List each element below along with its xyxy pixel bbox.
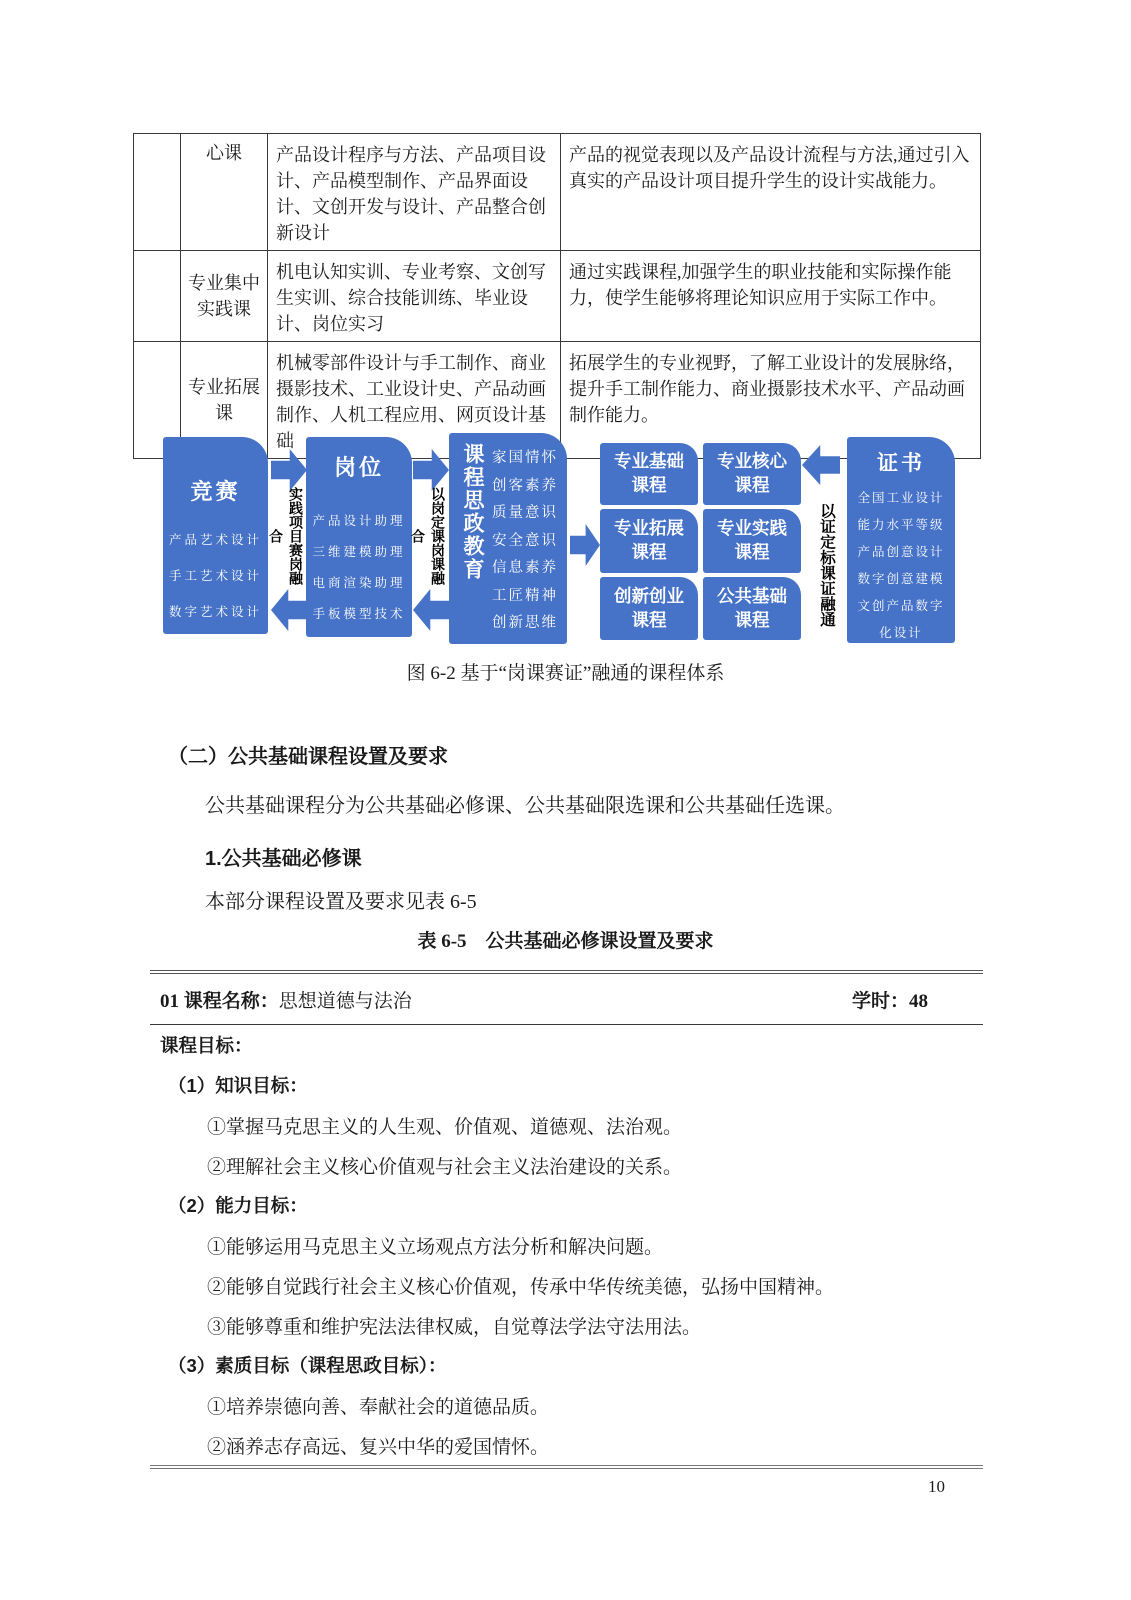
positions-title: 岗位	[333, 455, 384, 480]
objective-item: ②理解社会主义核心价值观与社会主义法治建设的关系。	[207, 1156, 683, 1178]
course-name-cell	[160, 986, 412, 1013]
subsection-heading: 1.公共基础必修课	[205, 848, 362, 870]
hours-label: 学时：	[851, 990, 909, 1012]
objectives-heading: 课程目标：	[160, 1035, 253, 1056]
courses-cell: 机械零部件设计与手工制作、商业摄影技术、工业设计史、产品动画制作、人机工程应用、网页设计基础	[268, 342, 561, 459]
category-cell: 心课	[181, 134, 268, 251]
list-item: 化设计	[879, 626, 923, 640]
competition-items	[163, 522, 268, 630]
objective-item: ②能够自觉践行社会主义核心价值观，传承中华传统美德，弘扬中国精神。	[207, 1276, 835, 1298]
table-title: 表 6-5 公共基础必修课设置及要求	[417, 931, 714, 952]
certificate-title: 证书	[877, 452, 925, 475]
certificate-block	[847, 437, 955, 643]
knowledge-heading: （1）知识目标：	[168, 1075, 308, 1096]
list-item: 文创产品数字	[857, 599, 945, 613]
hours-value: 48	[909, 990, 928, 1012]
list-item: 全国工业设计	[857, 491, 945, 505]
section-paragraph: 公共基础课程分为公共基础必修课、公共基础限选课和公共基础任选课。	[205, 795, 845, 817]
positions-items	[306, 506, 412, 630]
list-item: 信息素养	[492, 560, 558, 576]
course-type-table	[133, 133, 981, 459]
list-item: 产品创意设计	[857, 545, 945, 559]
list-item: 工匠精神	[492, 587, 558, 604]
list-item: 创客素养	[492, 477, 558, 494]
empty-cell	[134, 134, 181, 251]
list-item: 三维建模助理	[312, 545, 406, 559]
quality-heading: （3）素质目标（课程思政目标）：	[168, 1355, 447, 1376]
table-row	[134, 134, 981, 251]
competition-block	[163, 437, 268, 634]
description-cell: 拓展学生的专业视野，了解工业设计的发展脉络，提升手工制作能力、商业摄影技术水平、产品动画制作能力。	[561, 342, 981, 459]
course-block-core: 专业核心课程	[703, 443, 801, 505]
empty-cell	[134, 251, 181, 342]
ideology-block	[449, 433, 567, 644]
objective-item: ①培养崇德向善、奉献社会的道德品质。	[207, 1396, 550, 1418]
list-item: 手板模型技术	[312, 607, 406, 621]
objective-item: ①能够运用马克思主义立场观点方法分析和解决问题。	[207, 1236, 664, 1258]
description-cell: 产品的视觉表现以及产品设计流程与方法,通过引入真实的产品设计项目提升学生的设计实战能力。	[561, 134, 981, 251]
list-item: 能力水平等级	[857, 518, 945, 532]
category-cell: 专业拓展课	[181, 342, 268, 459]
course-block-expand: 专业拓展课程	[600, 509, 698, 573]
list-item: 数字创意建模	[857, 572, 945, 586]
list-item: 安全意识	[492, 532, 558, 549]
competition-title: 竞赛	[190, 479, 241, 504]
course-block-practice: 专业实践课程	[703, 509, 801, 573]
list-item: 电商渲染助理	[312, 576, 406, 590]
description-cell: 通过实践课程,加强学生的职业技能和实际操作能力，使学生能够将理论知识应用于实际工作中。	[561, 251, 981, 342]
list-item: 手工艺术设计	[168, 569, 262, 583]
list-item: 数字艺术设计	[168, 605, 262, 619]
ideology-title: 课程思政教育	[461, 443, 484, 581]
link3-vertical-label: 以证定标课证融通	[818, 503, 835, 627]
page-number: 10	[928, 1477, 945, 1496]
link2-vertical-label: 以岗定课岗课融合	[410, 487, 446, 585]
flow-arrow-left-icon	[413, 589, 449, 631]
list-item: 产品设计助理	[312, 514, 406, 528]
objective-item: ②涵养志存高远、复兴中华的爱国情怀。	[207, 1436, 550, 1458]
course-name-value: 思想道德与法治	[278, 990, 412, 1012]
certificate-items	[847, 485, 955, 647]
subsection-paragraph: 本部分课程设置及要求见表 6-5	[205, 891, 477, 913]
course-header-row	[150, 974, 983, 1025]
course-requirements-table	[150, 970, 983, 1469]
section-heading: （二）公共基础课程设置及要求	[168, 746, 448, 768]
list-item: 产品艺术设计	[168, 533, 262, 547]
ability-heading: （2）能力目标：	[168, 1195, 308, 1216]
list-item: 创新思维	[492, 615, 558, 631]
flow-arrow-right-icon	[570, 524, 600, 566]
category-cell: 专业集中实践课	[181, 251, 268, 342]
course-block-public: 公共基础课程	[703, 577, 801, 640]
figure-caption: 图 6-2 基于“岗课赛证”融通的课程体系	[406, 663, 725, 684]
course-block-innovate: 创新创业课程	[600, 577, 698, 640]
table-row	[134, 251, 981, 342]
course-name-label: 01 课程名称：	[160, 990, 279, 1012]
objective-item: ③能够尊重和维护宪法法律权威，自觉尊法学法守法用法。	[207, 1316, 702, 1338]
positions-block	[306, 437, 412, 637]
course-hours-cell	[852, 986, 983, 1013]
link1-vertical-label: 实践项目赛岗融合	[268, 487, 304, 585]
list-item: 家国情怀	[492, 450, 558, 466]
courses-cell: 产品设计程序与方法、产品项目设计、产品模型制作、产品界面设计、文创开发与设计、产品整合创新设计	[268, 134, 561, 251]
objective-item: ①掌握马克思主义的人生观、价值观、道德观、法治观。	[207, 1116, 683, 1138]
flow-arrow-left-icon	[271, 589, 307, 631]
ideology-items	[487, 443, 563, 636]
course-block-basic: 专业基础课程	[600, 443, 698, 505]
list-item: 质量意识	[492, 505, 558, 521]
courses-cell: 机电认知实训、专业考察、文创写生实训、综合技能训练、毕业设计、岗位实习	[268, 251, 561, 342]
